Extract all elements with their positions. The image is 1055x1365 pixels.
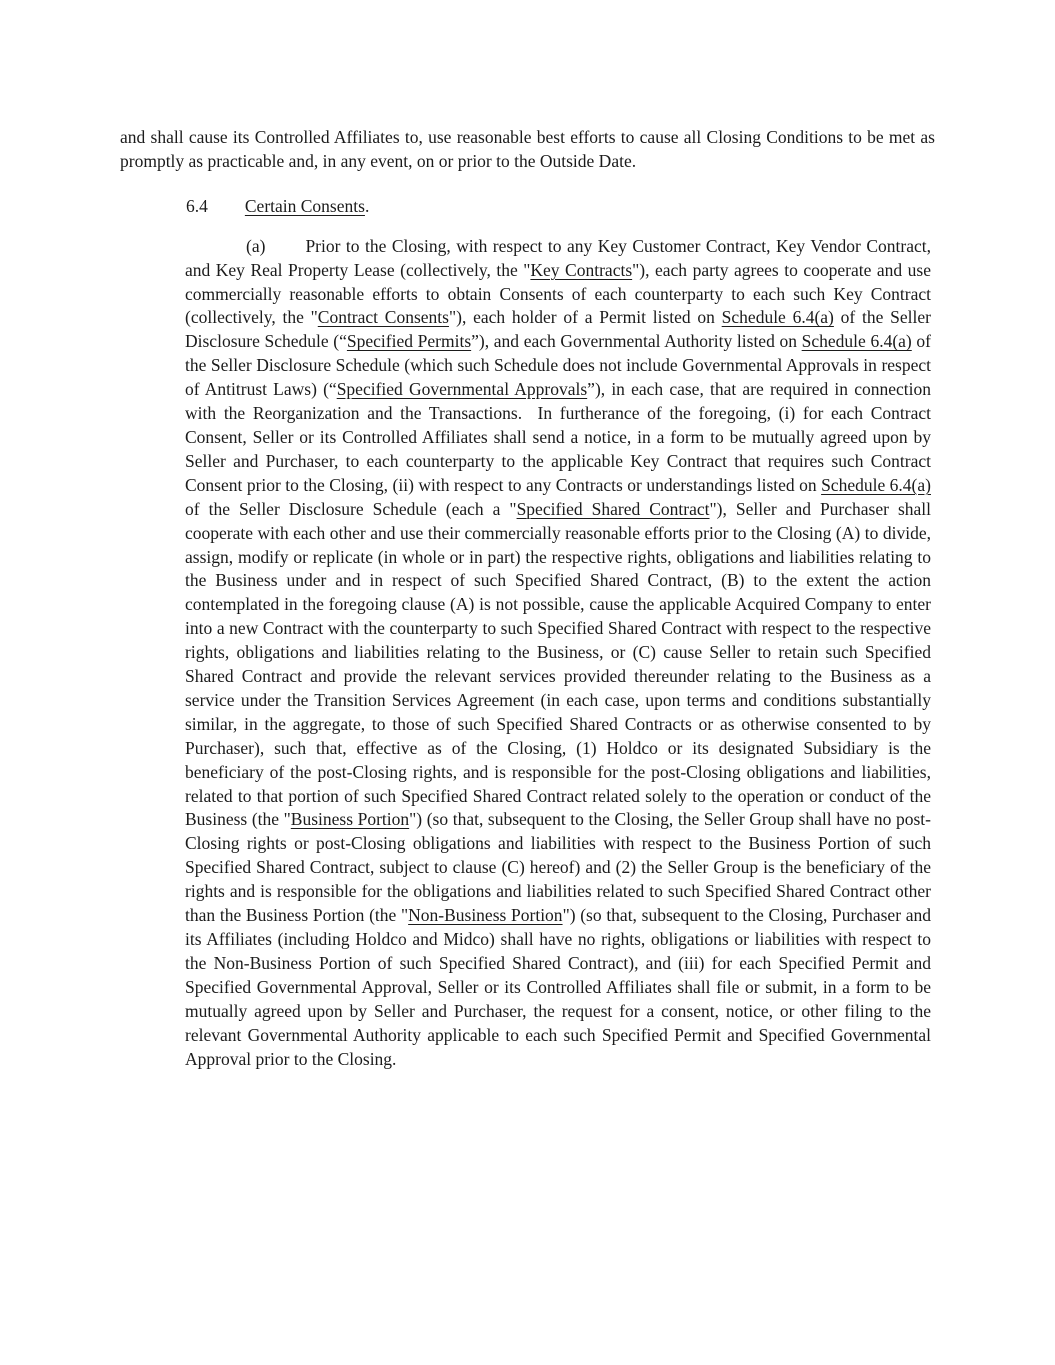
body-text: ”), and each Governmental Authority listed on [471, 331, 802, 352]
tab-spacer [208, 211, 245, 212]
body-text: ”), in each case, that are required in connection with the Reorganization and the Transactions. In furtherance of the foregoing, (i) for each Contract Consent, Seller or its Controlled Affiliates shall send a notice, in a form to be mutually agreed upon by Seller and Purchaser, to each counterparty to the applicable Key Contract that requires such Contract Consent prior to the Closing, (ii) with respect to any Contracts or understandings listed on [185, 379, 931, 495]
body-text: "), each holder of a Permit listed on [448, 307, 722, 328]
paragraph-a [185, 235, 931, 1072]
section-heading [186, 195, 935, 219]
defined-term: Schedule 6.4(a) [801, 331, 912, 352]
defined-term: Specified Shared Contract [516, 498, 710, 519]
body-text: of the Seller Disclosure Schedule (each a " [185, 498, 517, 519]
defined-term: Schedule 6.4(a) [821, 474, 931, 495]
defined-term: Non-Business Portion [408, 905, 563, 926]
defined-term: Key Contracts [530, 259, 633, 280]
intro-paragraph: and shall cause its Controlled Affiliates to, use reasonable best efforts to cause all Closing Conditions to be met as promptly as practicable and, in any event, on or prior to the Outside Date. [120, 127, 935, 171]
body-text: ") (so that, subsequent to the Closing, Purchaser and its Affiliates (including Holdco and Midco) shall have no rights, obligations or liabilities with respect to the Non-Business Portion of such Specified Shared Contract), and (iii) for each Specified Permit and Specified Governmental Approval, Seller or its Controlled Affiliates shall file or submit, in a form to be mutually agreed upon by Seller and Purchaser, the request for a consent, notice, or other filing to the relevant Governmental Authority applicable to each such Specified Permit and Specified Governmental Approval prior to the Closing. [185, 905, 931, 1069]
body-text: "), each party agrees to cooperate and use commercially reasonable efforts to obtain Consents of each counterparty to each such Key Contract (collectively, the " [185, 259, 932, 328]
body-text: of the Seller Disclosure Schedule (which such Schedule does not include Governmental Approvals in respect of Antitrust Laws) (“ [185, 331, 932, 400]
tab-spacer [265, 251, 305, 252]
paragraph-a-text [185, 236, 931, 1069]
body-text: Prior to the Closing, with respect to any Key Customer Contract, Key Vendor Contract, and Key Real Property Lease (collectively, the " [185, 235, 931, 280]
paragraph-label: (a) [246, 235, 266, 256]
defined-term: Schedule 6.4(a) [721, 307, 834, 328]
defined-term: Specified Permits [346, 331, 472, 352]
body-text: "), Seller and Purchaser shall cooperate with each other and use their commercially reasonable efforts prior to the Closing (A) to divide, assign, modify or replicate (in whole or in part) the respective rights, obligations and liabilities relating to the Business under and in respect of such Specified Shared Contract, (B) to the extent the action contemplated in the foregoing clause (A) is not possible, cause the applicable Acquired Company to enter into a new Contract with the counterparty to such Specified Shared Contract with respect to the respective rights, obligations and liabilities relating to the Business, or (C) cause Seller to retain such Specified Shared Contract and provide the relevant services provided thereunder relating to the Business as a service under the Transition Services Agreement (in each case, upon terms and conditions substantially similar, in the aggregate, to those of such Specified Shared Contracts or as otherwise consented to by Purchaser), such that, effective as of the Closing, (1) Holdco or its designated Subsidiary is the beneficiary of the post-Closing rights, and is responsible for the post-Closing obligations and liabilities, related to that portion of such Specified Shared Contract related solely to the operation or conduct of the Business (the " [185, 498, 931, 830]
section-number: 6.4 [186, 195, 208, 216]
defined-term: Specified Governmental Approvals [336, 379, 588, 400]
section-title: Certain Consents [244, 195, 365, 216]
body-text: of the Seller Disclosure Schedule (“ [185, 307, 931, 352]
body-text: ") (so that, subsequent to the Closing, the Seller Group shall have no post-Closing rights or post-Closing obligations and liabilities with respect to the Business Portion of such Specified Shared Contract, subject to clause (C) hereof) and (2) the Seller Group is the beneficiary of the rights and is responsible for the obligations and liabilities related to such Specified Shared Contract other than the Business Portion (the " [185, 809, 931, 926]
section-title-suffix: . [364, 195, 370, 216]
defined-term: Contract Consents [317, 307, 449, 328]
defined-term: Business Portion [290, 809, 410, 830]
